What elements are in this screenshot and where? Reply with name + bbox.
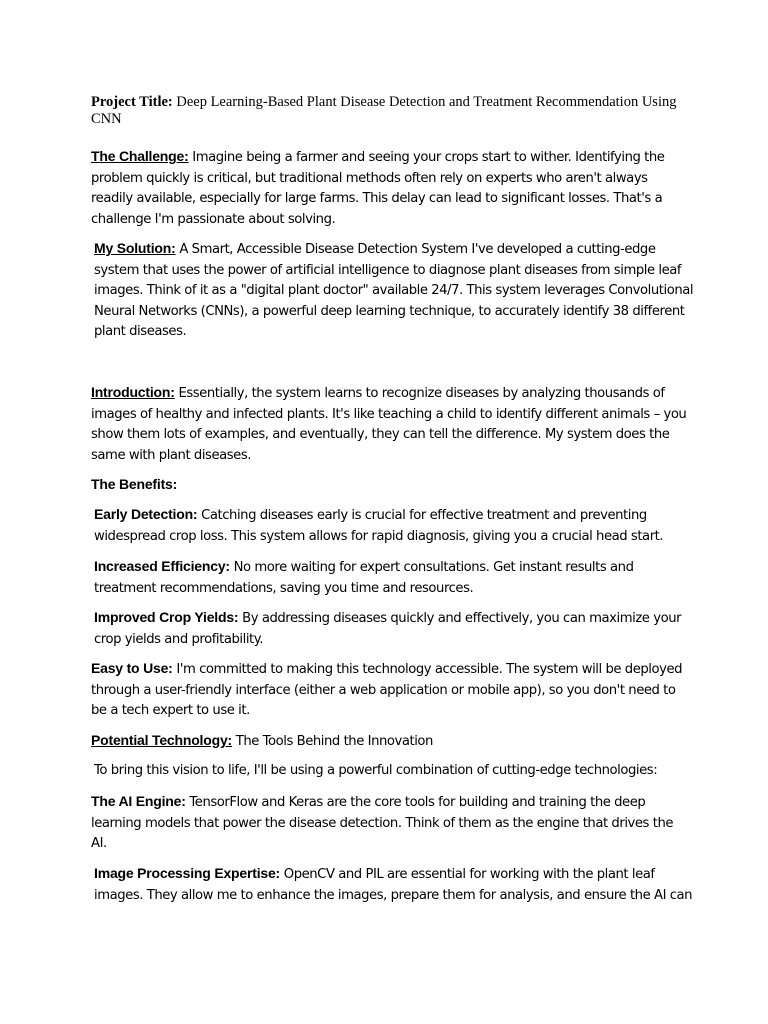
- easy-paragraph: [91, 658, 691, 722]
- introduction-text: Essentially, the system learns to recognize diseases by analyzing thousands of images of healthy and infected plants. It's like teaching a child to identify different animals – you show them lots of examples, and eventually, they can tell the difference. My system does the same with plant diseases.: [91, 386, 687, 463]
- easy-text: I'm committed to making this technology accessible. The system will be deployed through a user-friendly interface (either a web application or mobile app), so you don't need to be a tech expert to use it.: [91, 662, 683, 718]
- tools-intro-text: To bring this vision to life, I'll be using a powerful combination of cutting-edge technologies:: [94, 763, 658, 778]
- image-processing-label: Image Processing Expertise:: [94, 865, 281, 881]
- project-title: [91, 94, 691, 128]
- ai-engine-label: The AI Engine:: [91, 793, 186, 809]
- solution-paragraph: [91, 238, 694, 343]
- early-detection-paragraph: [91, 504, 694, 547]
- easy-label: Easy to Use:: [91, 660, 173, 676]
- yields-label: Improved Crop Yields:: [94, 609, 239, 625]
- introduction-paragraph: [91, 382, 691, 466]
- introduction-label: Introduction:: [91, 384, 175, 400]
- challenge-paragraph: [91, 146, 691, 230]
- technology-paragraph: [91, 730, 691, 753]
- early-detection-text: Catching diseases early is crucial for effective treatment and preventing widespread crop loss. This system allows for rapid diagnosis, giving you a crucial head start.: [94, 508, 664, 544]
- tools-intro-paragraph: [91, 761, 694, 782]
- yields-paragraph: [91, 607, 694, 650]
- efficiency-text: No more waiting for expert consultations. Get instant results and treatment recommendations, saving you time and resources.: [94, 560, 634, 596]
- project-title-label: Project Title:: [91, 94, 173, 110]
- yields-text: By addressing diseases quickly and effectively, you can maximize your crop yields and profitability.: [94, 611, 682, 647]
- early-detection-label: Early Detection:: [94, 506, 198, 522]
- efficiency-label: Increased Efficiency:: [94, 558, 230, 574]
- benefits-heading: [91, 474, 691, 497]
- ai-engine-paragraph: [91, 791, 691, 855]
- efficiency-paragraph: [91, 556, 694, 599]
- image-processing-text: OpenCV and PIL are essential for working with the plant leaf images. They allow me to enhance the images, prepare them for analysis, and ensure the AI can: [94, 867, 693, 903]
- technology-label: Potential Technology:: [91, 732, 232, 748]
- solution-text: A Smart, Accessible Disease Detection System I've developed a cutting-edge system that uses the power of artificial intelligence to diagnose plant diseases from simple leaf images. Think of it as a "digital plant doctor" available 24/7. This system leverages Convolutional Neural Networks (CNNs), a powerful deep learning technique, to accurately identify 38 different plant diseases.: [94, 242, 694, 339]
- challenge-text: Imagine being a farmer and seeing your crops start to wither. Identifying the problem quickly is critical, but traditional methods often rely on experts who aren't always readily available, especially for large farms. This delay can lead to significant losses. That's a challenge I'm passionate about solving.: [91, 150, 665, 227]
- ai-engine-text: TensorFlow and Keras are the core tools for building and training the deep learning models that power the disease detection. Think of them as the engine that drives the AI.: [91, 795, 674, 851]
- challenge-label: The Challenge:: [91, 148, 189, 164]
- solution-label: My Solution:: [94, 240, 176, 256]
- technology-text: The Tools Behind the Innovation: [232, 734, 433, 749]
- benefits-heading-text: The Benefits:: [91, 476, 178, 492]
- image-processing-paragraph: [91, 863, 694, 906]
- project-title-text: Deep Learning-Based Plant Disease Detection and Treatment Recommendation Using CNN: [91, 94, 677, 127]
